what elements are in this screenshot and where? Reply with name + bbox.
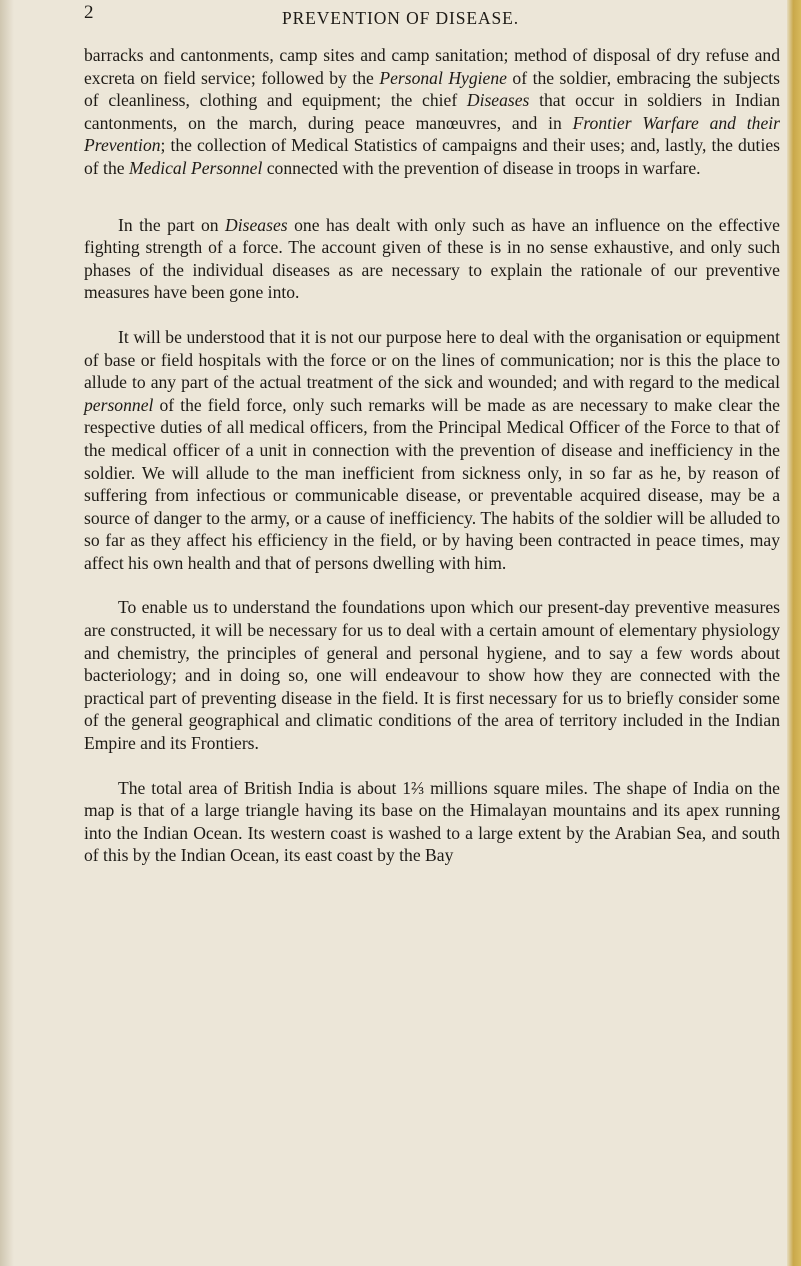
text-run: To enable us to understand the foundations upon which our present-day preventive measures are constructed, it will be necessary for us to deal with a certain amount of elementary physiology and chemistry, the principles of general and personal hygiene, and to say a few words about bacteriology; and in doing so, one will endeavour to show how they are connected with the practical part of preventing disease in the field. It is first necessary for us to briefly consider some of the general geographical and climatic conditions of the area of territory included in the Indian Empire and its Frontiers. — [84, 597, 780, 754]
text-run: that occur in soldiers in Indian cantonments, on the march, during peace manœuvres, and in — [84, 90, 780, 133]
page-edge — [787, 0, 801, 1266]
page-number: 2 — [84, 2, 94, 23]
body-text — [84, 44, 780, 889]
text-run: connected with the prevention of disease in troops in warfare. — [262, 157, 701, 178]
paragraph — [84, 44, 780, 180]
italic-term: personnel — [84, 394, 154, 415]
text-run: The total area of British India is about 1⅔ millions square miles. The shape of India on the map is that of a large triangle having its base on the Himalayan mountains and its apex running into the Indian Ocean. Its western coast is washed to a large extent by the Arabian Sea, and south of this by the Indian Ocean, its east coast by the Bay — [84, 777, 780, 866]
text-run: of the soldier, embracing the subjects of cleanliness, clothing and equipment; the chief — [84, 67, 780, 111]
text-run: In the part on — [118, 214, 226, 235]
italic-term: Medical Personnel — [128, 157, 263, 178]
text-run: barracks and cantonments, camp sites and camp sanitation; method of disposal of dry refuse and excreta on field service; followed by the — [84, 45, 780, 88]
italic-term: Diseases — [466, 90, 530, 111]
paragraph — [84, 214, 780, 304]
gutter-shadow — [0, 0, 14, 1266]
text-run: It will be understood that it is not our purpose here to deal with the organisation or equipment of base or field hospitals with the force or on the lines of communication; nor is this the place to allude to any part of the actual treatment of the sick and wounded; and with regard to the medical — [84, 326, 780, 393]
text-run: ; the collection of Medical Statistics of campaigns and their uses; and, lastly, the duties of the — [84, 135, 780, 178]
text-run: of the field force, only such remarks will be made as are necessary to make clear the respective duties of all medical officers, from the Principal Medical Officer of the Force to that of the medical officer of a unit in connection with the prevention of disease and inefficiency in the soldier. We will allude to the man inefficient from sickness only, in so far as he, by reason of suffering from infectious or communicable disease, or preventable acquired disease, may be a source of danger to the army, or a cause of inefficiency. The habits of the soldier will be alluded to so far as they affect his efficiency in the field, or by having been contracted in peace times, may affect his own health and that of persons dwelling with him. — [84, 394, 780, 573]
italic-term: Personal Hygiene — [379, 67, 507, 88]
paragraph — [84, 596, 780, 754]
italic-term: Diseases — [225, 214, 288, 235]
italic-term: Frontier Warfare and their Prevention — [84, 112, 780, 156]
paragraph — [84, 777, 780, 867]
paragraph — [84, 326, 780, 575]
running-title: PREVENTION OF DISEASE. — [281, 8, 520, 28]
text-run: one has dealt with only such as have an influence on the effective fighting strength of a force. The account given of these is in no sense exhaustive, and only such phases of the individual diseases as are necessary to explain the rationale of our preventive measures have been gone into. — [84, 214, 780, 303]
